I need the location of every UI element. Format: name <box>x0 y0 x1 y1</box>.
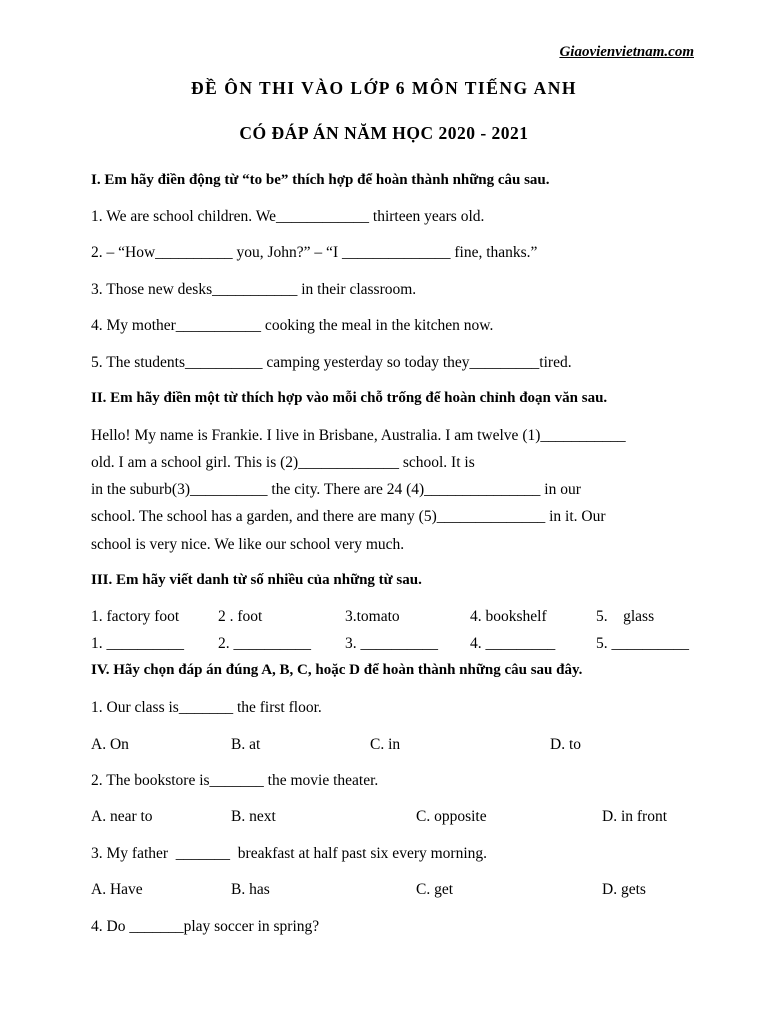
answer-blank[interactable]: 5. __________ <box>596 635 689 652</box>
section-1-item: 5. The students__________ camping yesterday so today they_________tired. <box>91 354 572 371</box>
section-3-heading: III. Em hãy viết danh từ số nhiều của những từ sau. <box>91 572 422 588</box>
passage-line: Hello! My name is Frankie. I live in Brisbane, Australia. I am twelve (1)___________ <box>91 427 626 444</box>
section-1-item: 4. My mother___________ cooking the meal in the kitchen now. <box>91 317 494 334</box>
passage-line: school. The school has a garden, and there are many (5)______________ in it. Our <box>91 508 606 525</box>
word-item: 4. bookshelf <box>470 608 547 625</box>
question-text: 2. The bookstore is_______ the movie theater. <box>91 772 379 789</box>
section-1-item: 2. – “How__________ you, John?” – “I ______________ fine, thanks.” <box>91 244 538 261</box>
question-text: 3. My father _______ breakfast at half past six every morning. <box>91 845 488 862</box>
option-d[interactable]: D. to <box>550 736 581 753</box>
question-text: 1. Our class is_______ the first floor. <box>91 699 322 716</box>
passage-line: old. I am a school girl. This is (2)_____________ school. It is <box>91 454 475 471</box>
website-link[interactable]: Giaovienvietnam.com <box>559 44 694 60</box>
section-1-item: 3. Those new desks___________ in their classroom. <box>91 281 417 298</box>
option-a[interactable]: A. Have <box>91 881 143 898</box>
answer-blank[interactable]: 2. __________ <box>218 635 311 652</box>
option-a[interactable]: A. near to <box>91 808 153 825</box>
option-d[interactable]: D. in front <box>602 808 668 825</box>
option-c[interactable]: C. in <box>370 736 401 753</box>
word-item: 5. glass <box>596 608 655 625</box>
word-item: 1. factory foot <box>91 608 180 625</box>
section-1-item: 1. We are school children. We____________ thirteen years old. <box>91 208 485 225</box>
option-b[interactable]: B. has <box>231 881 270 898</box>
option-c[interactable]: C. opposite <box>416 808 487 825</box>
question-text: 4. Do _______play soccer in spring? <box>91 918 320 935</box>
section-4-heading: IV. Hãy chọn đáp án đúng A, B, C, hoặc D để hoàn thành những câu sau đây. <box>91 662 583 678</box>
passage-line: in the suburb(3)__________ the city. There are 24 (4)_______________ in our <box>91 481 581 498</box>
word-item: 2 . foot <box>218 608 263 625</box>
option-c[interactable]: C. get <box>416 881 454 898</box>
option-b[interactable]: B. next <box>231 808 276 825</box>
section-2-heading: II. Em hãy điền một từ thích hợp vào mỗi chỗ trống để hoàn chỉnh đoạn văn sau. <box>91 390 608 406</box>
word-item: 3.tomato <box>345 608 400 625</box>
option-a[interactable]: A. On <box>91 736 129 753</box>
option-d[interactable]: D. gets <box>602 881 646 898</box>
answer-blank[interactable]: 4. _________ <box>470 635 556 652</box>
answer-blank[interactable]: 1. __________ <box>91 635 184 652</box>
answer-blank[interactable]: 3. __________ <box>345 635 438 652</box>
document-title: ĐỀ ÔN THI VÀO LỚP 6 MÔN TIẾNG ANH <box>191 78 577 98</box>
section-1-heading: I. Em hãy điền động từ “to be” thích hợp để hoàn thành những câu sau. <box>91 172 550 188</box>
document-subtitle: CÓ ĐÁP ÁN NĂM HỌC 2020 - 2021 <box>239 123 529 143</box>
option-b[interactable]: B. at <box>231 736 261 753</box>
passage-line: school is very nice. We like our school very much. <box>91 536 405 553</box>
